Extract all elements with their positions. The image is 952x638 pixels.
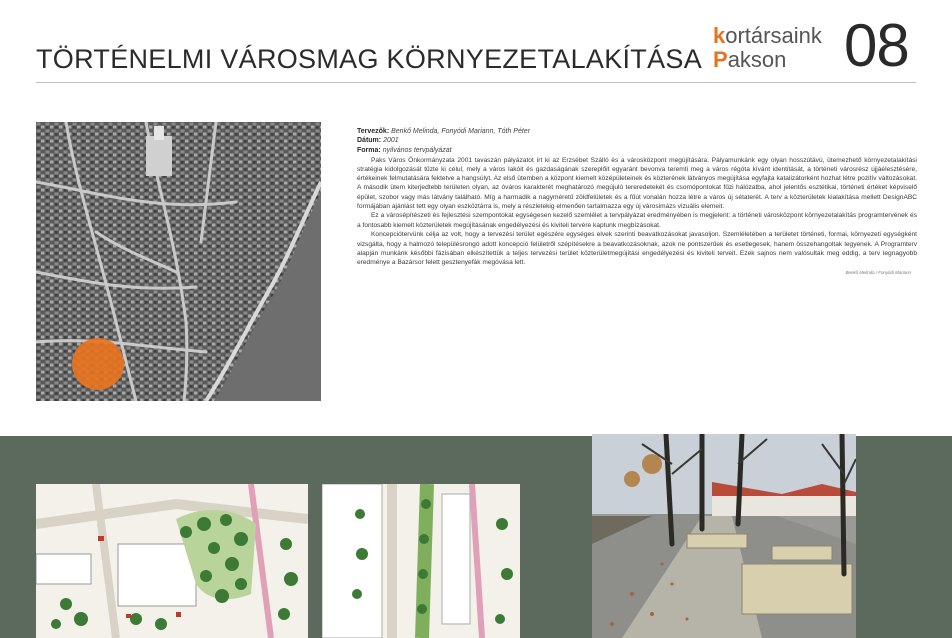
logo-initial-p: P [713,47,728,72]
aerial-photo-graphic [36,122,321,401]
location-marker-circle [72,338,124,390]
paragraph-1: Paks Város Önkormányzata 2001 tavaszán pályázatot írt ki az Erzsébet Szálló és a városközpont megújítására. Pályamunkánk egy olyan hosszútávú, ütemezhető környezetalakítási stratégia kidolgozását tűzte ki célul, mely a város lakóit és gazdaságának szereplőit egyaránt bevonva teremti meg a város régóta kívánt identitását, a történeti városrész újjáélesztésére, értékeinek felmutatására fektetve a hangsúlyt. Az első ütemben a központ kiemelt középületeinek és közterének látványos megújítása egyfajta katalizátorként hozhat létre pozitív változásokat. A második ütem kiterjedtebb területen olyan, az óváros karakterét meghatározó megújuló tereredetekét és csomópontokat fűzi hálózatba, ahol jelentős esztétikai, történeti értéket képviselő épület, szobor vagy más látvány található. Míg a harmadik a nagyméretű zöldfelületek és a fűút vonalán hozza létre a város új sétaterét. A terv a közterületek kialakítása mellett DesignABC formájában ajánlást tett egy olyan eszköztárra is, mely a részletekig elmenően tartalmazza egy új városimázs vizuális elemeit. [357,156,917,210]
paragraph-3: Koncepciótervünk célja az volt, hogy a tervezési terület egészére egységes elvek szerinti beavatkozásokat javasoljon. Szemléletében a területet történeti, formai, környezeti egységként vizsgálta, hogy a halmozó településrongó adott koncepció felületről szépítésekre a beavatkozásoknak, azok ne pontszerűek és esetlegesek, hanem összehangoltak legyenek. A Programterv alapján munkánk későbbi fázisában elkészítettük a teljes tervezési terület közterületmegújítási engedélyezési és kiviteli terveit. Ezek sajnos nem valósultak meg eddig, a terv legnagyobb eredménye a Bazársor felett gesztenyefák megóvása lett. [357,231,917,266]
date-value: 2001 [383,137,399,145]
form-value: nyilvános tervpályázat [382,146,452,154]
issue-number: 08 [844,12,909,79]
meta-designers [357,127,917,136]
site-plan-image-1 [36,484,308,638]
designers-value: Benkő Melinda, Fonyódi Mariann, Tóth Péter [391,128,531,135]
logo-text-kortarsaink: ortársaink [725,23,822,48]
header-divider [36,82,916,83]
meta-form [357,146,917,155]
street-photo-graphic [592,434,856,638]
form-label: Forma: [357,146,381,154]
meta-date [357,136,917,145]
site-plan-image-2 [322,484,520,638]
logo-line-pakson [713,48,853,72]
site-plan-graphic-2 [322,484,520,638]
logo-line-kortarsaink [713,24,853,48]
aerial-photo-map [36,122,321,401]
date-label: Dátum: [357,137,382,145]
site-plan-graphic-1 [36,484,308,638]
series-logo [713,24,853,72]
paragraph-2: Ez a városépítészeti és fejlesztési szempontokat egységesen kezelő szemlélet a tervpályázat eredményében is megjelent: a történeti városközpont környezetalakítás programtervének és a fontosabb kiemelt közterületek megújításának engedélyezési és kiviteli tervére kaptunk megbízásokat. [357,212,917,229]
logo-initial-k: k [713,23,726,48]
logo-text-pakson: akson [727,47,787,72]
project-description [357,127,917,277]
page-title: TÖRTÉNELMI VÁROSMAG KÖRNYEZETALAKÍTÁSA [36,44,703,74]
street-photo [592,434,856,638]
photo-credit: Benkő Melinda / Fonyódi Mariann [845,270,911,276]
designers-label: Tervezők: [357,128,390,135]
